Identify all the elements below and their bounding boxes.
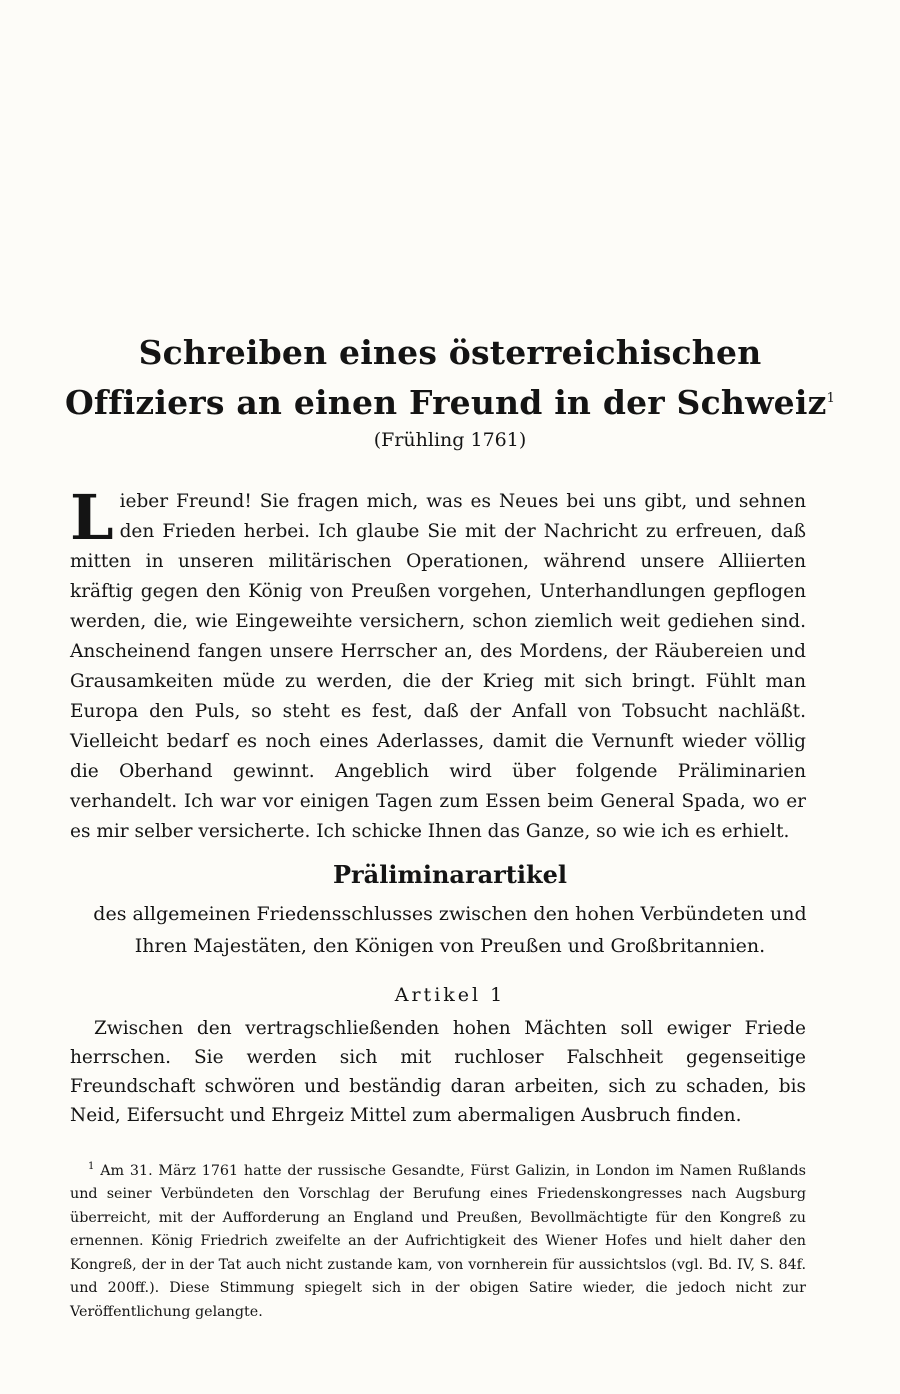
section-title: Präliminarartikel	[332, 860, 568, 889]
article-text: Zwischen den vertragschließenden hohen Mächten soll ewiger Friede herrschen. Sie werden sich mit ruchloser Falschheit gegenseitige Freundschaft schwören und beständig daran arbeiten, sich zu schaden, bis Neid, Eifersucht und Ehrgeiz Mittel zum abermaligen Ausbruch finden.	[70, 1018, 806, 1126]
date-subtitle: (Frühling 1761)	[373, 429, 527, 451]
footnote-marker: 1	[826, 391, 836, 406]
letter-body	[70, 481, 806, 847]
footnote-text: Am 31. März 1761 hatte der russische Gesandte, Fürst Galizin, in London im Namen Rußlands und seiner Verbündeten den Vorschlag der Berufung eines Friedenskongresses nach Augsburg überreicht, mit der Aufforderung an England und Preußen, Bevollmächtigte für den Kongreß zu ernennen. König Friedrich zweifelte an der Aufrichtigkeit des Wiener Hofes und hielt daher den Kongreß, der in der Tat auch nicht zustande kam, von vornherein für aussichtslos (vgl. Bd. IV, S. 84f. und 200ff.). Diese Stimmung spiegelt sich in der obigen Satire wieder, die jedoch nicht zur Veröffentlichung gelangte.	[70, 1162, 806, 1320]
section-subtitle: des allgemeinen Friedensschlusses zwischen den hohen Verbündeten und Ihren Majestäten, den Königen von Preußen und Großbritannien.	[93, 903, 807, 957]
drop-cap: L	[70, 481, 114, 554]
letter-text: ieber Freund! Sie fragen mich, was es Neues bei uns gibt, und sehnen den Frieden herbei. Ich glaube Sie mit der Nachricht zu erfreuen, daß mitten in unseren militärischen Operationen, während unsere Alliierten kräftig gegen den König von Preußen vorgehen, Unterhandlungen gepflogen werden, die, wie Eingeweihte versichern, schon ziemlich weit gediehen sind. Anscheinend fangen unsere Herrscher an, des Mordens, der Räubereien und Grausamkeiten müde zu werden, die der Krieg mit sich bringt. Fühlt man Europa den Puls, so steht es fest, daß der Anfall von Tobsucht nachläßt. Vielleicht bedarf es noch eines Aderlasses, damit die Vernunft wieder völlig die Oberhand gewinnt. Angeblich wird über folgende Präliminarien verhandelt. Ich war vor einigen Tagen zum Essen beim General Spada, wo er es mir selber versicherte. Ich schicke Ihnen das Ganze, so wie ich es erhielt.	[70, 491, 806, 842]
footnote	[70, 1155, 806, 1324]
footnote-number: 1	[88, 1161, 95, 1172]
title-text: Schreiben eines österreichischen Offiziers an einen Freund in der Schweiz	[64, 333, 827, 422]
article-heading: Artikel 1	[394, 984, 506, 1006]
page-title	[60, 330, 840, 426]
